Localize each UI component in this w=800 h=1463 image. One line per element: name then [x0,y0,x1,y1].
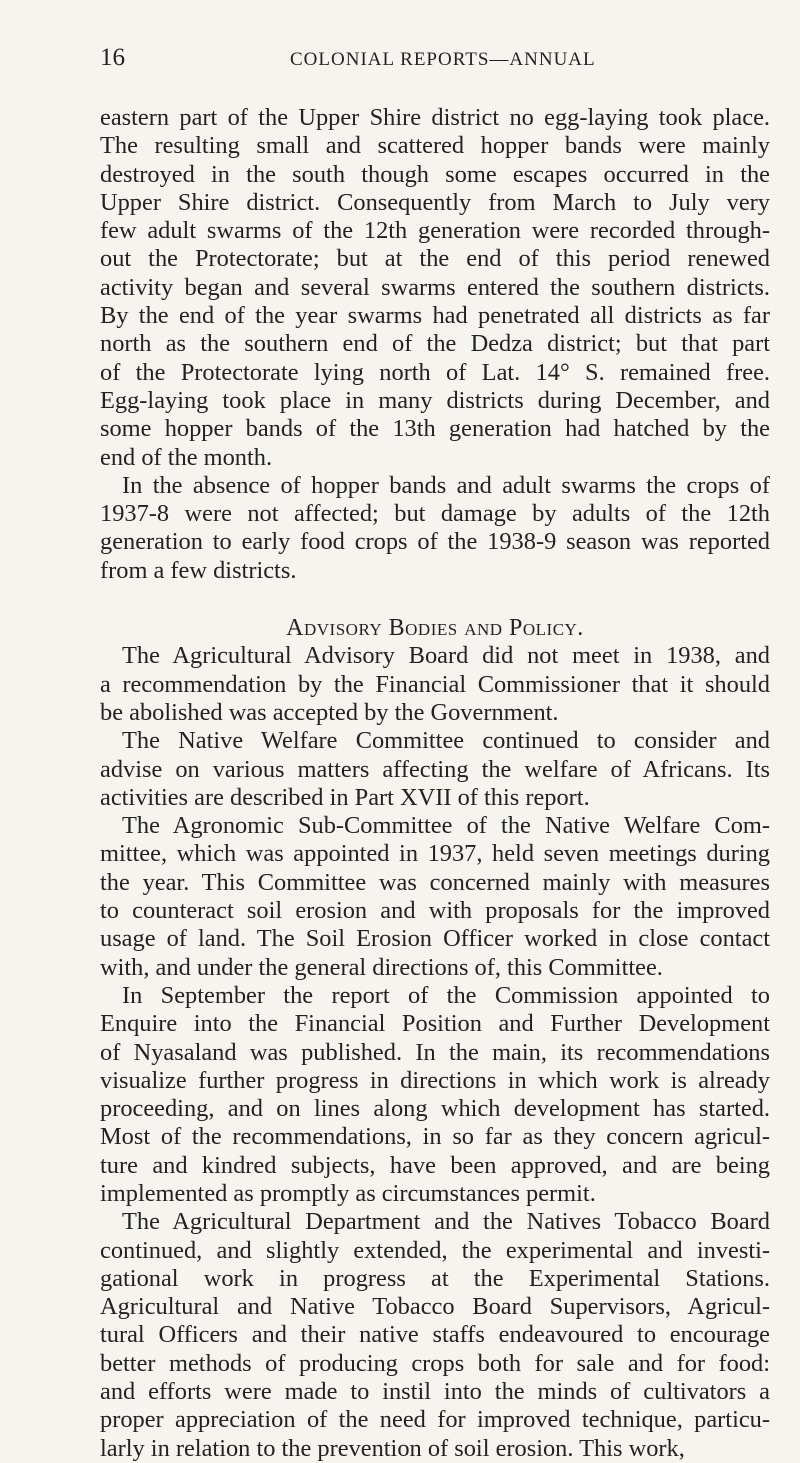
text-line: The Agricultural Advisory Board did not meet in 1938, and [122,642,770,670]
text-line: The Agricultural Department and the Natives Tobacco Board [122,1208,770,1236]
text-line: generation to early food crops of the 1938-9 season was reported [100,528,770,556]
text-line: few adult swarms of the 12th generation were recorded through- [100,217,770,245]
text-line: end of the month. [100,443,273,471]
text-line: By the end of the year swarms had penetrated all districts as far [100,302,770,330]
paragraph-group-before [100,104,770,585]
text-line: with, and under the general directions of, this Committee. [100,953,663,981]
text-line: better methods of producing crops both for sale and for food: [100,1349,770,1377]
text-line: of Nyasaland was published. In the main, its recommendations [100,1038,770,1066]
paragraph-group-after [100,642,770,1463]
text-line: north as the southern end of the Dedza district; but that part [100,330,770,358]
paragraph [100,982,770,1208]
text-line: continued, and slightly extended, the experimental and investi- [100,1236,770,1264]
text-line: of the Protectorate lying north of Lat. 14° S. remained free. [100,358,770,386]
text-line: destroyed in the south though some escapes occurred in the [100,160,770,188]
text-line: Upper Shire district. Consequently from March to July very [100,188,770,216]
text-line: In September the report of the Commission appointed to [122,981,770,1009]
text-line: advise on various matters affecting the welfare of Africans. Its [100,755,770,783]
text-line: some hopper bands of the 13th generation had hatched by the [100,415,770,443]
body-text [100,104,770,1463]
text-line: activity began and several swarms entered the southern districts. [100,273,770,301]
text-line: to counteract soil erosion and with proposals for the improved [100,897,770,925]
text-line: usage of land. The Soil Erosion Officer worked in close contact [100,925,770,953]
text-line: Egg-laying took place in many districts during December, and [100,386,770,414]
paragraph [100,642,770,727]
text-line: gational work in progress at the Experimental Stations. [100,1264,770,1292]
text-line: larly in relation to the prevention of soil erosion. This work, [100,1434,685,1462]
text-line: proceeding, and on lines along which development has started. [100,1095,770,1123]
text-line: Agricultural and Native Tobacco Board Supervisors, Agricul- [100,1293,770,1321]
paragraph [100,104,770,472]
text-line: be abolished was accepted by the Government. [100,698,559,726]
text-line: activities are described in Part XVII of this report. [100,783,590,811]
text-line: In the absence of hopper bands and adult swarms the crops of [122,471,770,499]
text-line: visualize further progress in directions in which work is already [100,1066,770,1094]
text-line: The Agronomic Sub-Committee of the Native Welfare Com- [122,812,770,840]
text-line: Most of the recommendations, in so far as they concern agricul- [100,1123,770,1151]
paragraph [100,1208,770,1463]
text-line: ture and kindred subjects, have been approved, and are being [100,1151,770,1179]
text-line: Enquire into the Financial Position and Further Development [100,1010,770,1038]
text-line: out the Protectorate; but at the end of this period renewed [100,245,770,273]
text-line: proper appreciation of the need for improved technique, particu- [100,1406,770,1434]
text-line: 1937-8 were not affected; but damage by adults of the 12th [100,500,770,528]
text-line: from a few districts. [100,556,297,584]
section-heading: Advisory Bodies and Policy. [286,615,584,642]
page-number: 16 [100,44,125,71]
text-line: a recommendation by the Financial Commissioner that it should [100,670,770,698]
text-line: tural Officers and their native staffs endeavoured to encourage [100,1321,770,1349]
page-header [100,44,770,76]
text-line: The resulting small and scattered hopper bands were mainly [100,132,770,160]
running-head: COLONIAL REPORTS—ANNUAL [290,49,596,70]
text-line: and efforts were made to instil into the minds of cultivators a [100,1378,770,1406]
text-line: The Native Welfare Committee continued to consider and [122,727,770,755]
paragraph [100,727,770,812]
text-line: implemented as promptly as circumstances permit. [100,1179,596,1207]
text-line: the year. This Committee was concerned mainly with measures [100,868,770,896]
paragraph [100,472,770,585]
paragraph [100,812,770,982]
text-line: mittee, which was appointed in 1937, held seven meetings during [100,840,770,868]
text-line: eastern part of the Upper Shire district no egg-laying took place. [100,104,770,131]
